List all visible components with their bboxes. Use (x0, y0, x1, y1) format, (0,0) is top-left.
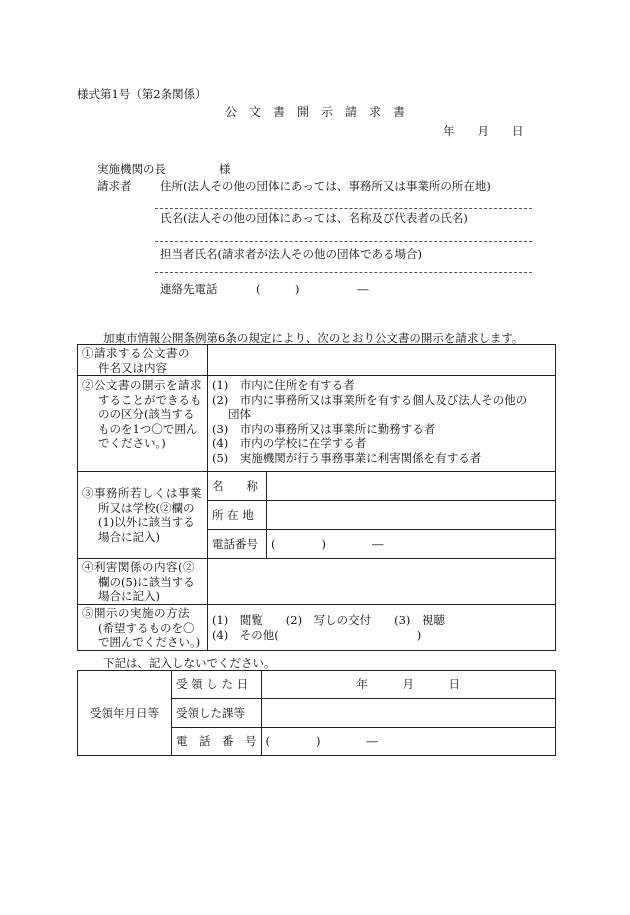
phone-label: 連絡先電話 (160, 282, 218, 296)
phone-format[interactable]: ( ) ― (256, 282, 369, 296)
receipt-phone-input[interactable]: ( ) ― (261, 728, 556, 756)
category-options (208, 376, 556, 472)
option-2-cont: 団体 (228, 407, 251, 421)
office-address-label: 所 在 地 (208, 501, 267, 530)
form-number: 様式第1号（第2条関係） (77, 87, 207, 101)
row-interest (78, 559, 556, 605)
row2-label: ②公文書の開示を請求 することができるも のの区分(該当する ものを1つ〇で囲ん でください。) (78, 376, 208, 472)
name-line[interactable] (155, 241, 532, 242)
row-category (78, 376, 556, 472)
option-1[interactable]: (1) 市内に住所を有する者 (212, 378, 355, 392)
request-table (77, 344, 556, 651)
form-date: 年 月 日 (443, 124, 524, 138)
row-document (78, 345, 556, 376)
form-title: 公 文 書 開 示 請 求 書 (225, 105, 406, 119)
method-options[interactable] (208, 605, 556, 651)
receipt-table (77, 670, 556, 756)
office-name-input[interactable] (267, 472, 556, 501)
interest-input[interactable] (208, 559, 556, 605)
row3-label: ③事務所若しくは事業 所又は学校(②欄の (1)以外に該当する 場合に記入) (78, 472, 208, 559)
person-label: 担当者氏名(請求者が法人その他の団体である場合) (160, 247, 422, 261)
address-line[interactable] (155, 208, 532, 209)
office-name-label: 名 称 (208, 472, 267, 501)
row-method (78, 605, 556, 651)
method-line-1[interactable]: (1) 閲覧 (2) 写しの交付 (3) 視聴 (212, 613, 445, 627)
row1-label: ①請求する公文書の 件名又は内容 (78, 345, 208, 376)
option-3[interactable]: (3) 市内の事務所又は事業所に勤務する者 (212, 421, 436, 436)
honorific: 様 (219, 162, 231, 176)
row4-label: ④利害関係の内容(② 欄の(5)に該当する 場合に記入) (78, 559, 208, 605)
person-line[interactable] (155, 272, 532, 273)
option-4[interactable]: (4) 市内の学校に在学する者 (212, 436, 367, 450)
method-line-2[interactable]: (4) その他( ) (212, 627, 422, 642)
receipt-row-date (78, 671, 556, 699)
office-address-input[interactable] (267, 501, 556, 530)
intro-text: 加東市情報公開条例第6条の規定により、次のとおり公文書の開示を請求します。 (103, 331, 524, 345)
note-text: 下記は、記入しないでください。 (103, 656, 276, 670)
address-label: 住所(法人その他の団体にあっては、事務所又は事業所の所在地) (160, 179, 491, 193)
office-phone-label: 電話番号 (208, 530, 267, 559)
agency-head-label: 実施機関の長 (97, 162, 166, 176)
option-5[interactable]: (5) 実施機関が行う事務事業に利害関係を有する者 (212, 450, 482, 465)
received-dept-label: 受領した課等 (172, 699, 262, 728)
row-office-name (78, 472, 556, 501)
received-date-input[interactable]: 年 月 日 (261, 671, 556, 699)
name-label: 氏名(法人その他の団体にあっては、名称及び代表者の氏名) (160, 211, 468, 225)
requester-label: 請求者 (97, 179, 132, 193)
row5-label: ⑤開示の実施の方法 (希望するものを〇 で囲んでください。) (78, 605, 208, 651)
receipt-label: 受領年月日等 (78, 671, 172, 756)
document-input[interactable] (208, 345, 556, 376)
office-phone-input[interactable]: ( ) ― (267, 530, 556, 559)
received-dept-input[interactable] (261, 699, 556, 728)
received-date-label: 受 領 し た 日 (172, 671, 262, 699)
receipt-phone-label: 電 話 番 号 (172, 728, 262, 756)
option-2[interactable]: (2) 市内に事務所又は事業所を有する個人及び法人その他の (212, 392, 528, 407)
